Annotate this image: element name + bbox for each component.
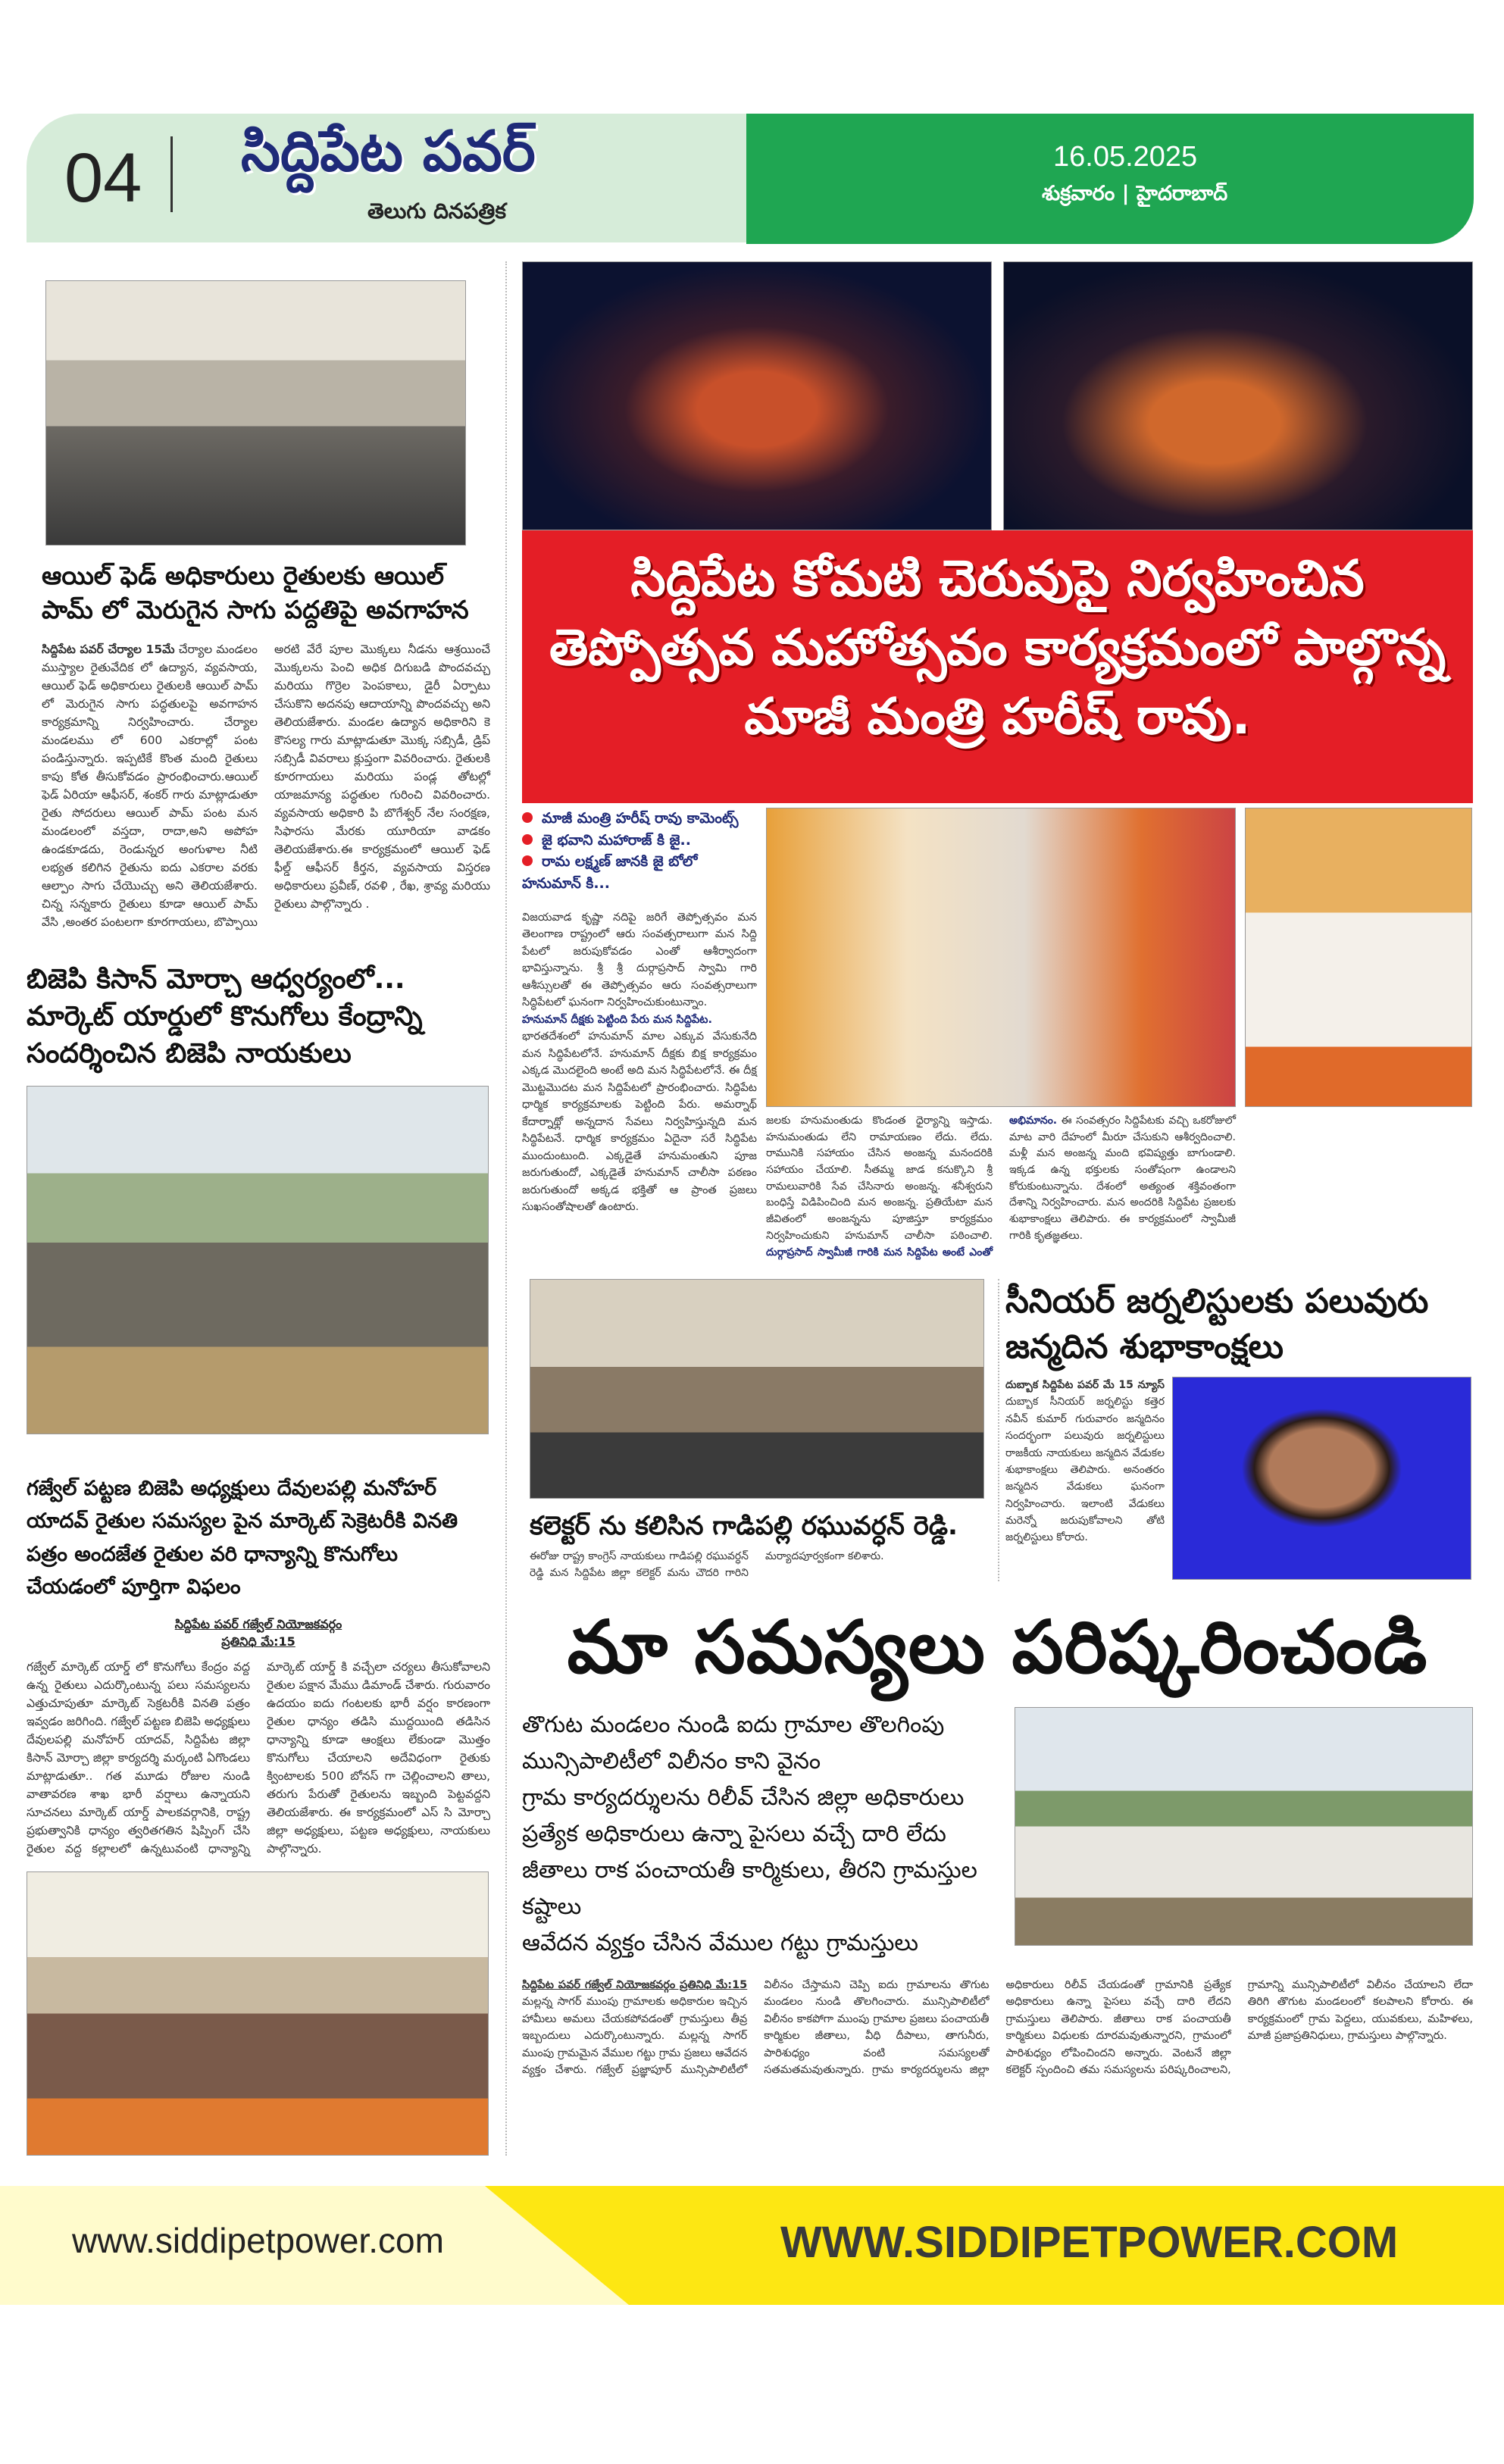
photo-oilpalm-meeting xyxy=(45,280,466,546)
teppotsavam-article-text xyxy=(522,909,757,1215)
photo-harish-rao-speaking xyxy=(1245,808,1472,1107)
masthead-logo: సిద్దిపేట పవర్ xyxy=(241,119,536,184)
journalist-article xyxy=(1005,1377,1165,1546)
bullet-icon xyxy=(522,834,533,845)
byline: సిద్దిపేట పవర్ గజ్వేల్ నియోజకవర్గం xyxy=(174,1616,342,1631)
photo-collector-meeting xyxy=(530,1279,984,1499)
website-link-large[interactable]: WWW.SIDDIPETPOWER.COM xyxy=(780,2218,1399,2268)
highlight-item xyxy=(522,808,757,830)
issue-date: 16.05.2025 xyxy=(1053,141,1198,173)
article-body: చేర్యాల మండలం ముస్త్యాల రైతువేదిక లో ఉద్యాన, వ్యవసాయ, ఆయిల్ ఫెడ్ అధికారులు రైతులకి ఆయిల్ పామ్ లో మెరుగైన సాగు పద్ధతులపై అవగాహన కార్యక్రమాన్ని నిర్వహించారు. చేర్యాల మండలము లో 600 ఎకరాల్లో పంట పండిస్తున్నారు. ఇప్పటికే కొంత మంది రైతులు కాపు కోత తీసుకోవడం ప్రారంభించారు.ఆయిల్ ఫెడ్ ఏరియా ఆఫీసర్, శంకర్ గారు మాట్లాడుతూ రైతు సోదరులు ఆయిల్ పామ్ పంట మన మండలంలో వస్తదా, రాదా,అని అపోహ ఉండకూడదు, రెండున్నర అంగుళాల నీటి లభ్యత కలిగిన రైతును ఐదు ఎకరాల వరకు ఆల్పాం సాగు చేయొచ్చు అని తెలియజేశారు. చిన్న సన్నకారు రైతులు కూడా ఆయిల్ పామ్ వేసి ,అంతర పంటలగా కూరగాయలు, బొప్పాయి అరటి వేరే పూల మొక్కలు నీడను ఆశ్రయించే మొక్కలను పెంచి అధిక దిగుబడి పొందవచ్చు మరియు గొర్రెల పెంపకాలు, డైరీ ఏర్పాటు చేసుకొని అదనపు ఆదాయాన్ని పొందవచ్చు అని తెలియజేశారు. మండల ఉద్యాన అధికారిని కె కౌసల్య గారు మాట్లాడుతూ మొక్క సబ్సిడీ, డ్రిప్ సబ్సిడీ వివరాలు క్లుప్తంగా వివరించారు. రైతులకి కూరగాయలు మరియు పండ్ల తోటల్లో యాజమాన్య పద్ధతుల గురించి వివరించారు. వ్యవసాయ అధికారి పి బొగేశ్వర్ నేల సంరక్షణ, సిఫారసు మేరకు యూరియా వాడకం తెలియజేశారు.ఈ కార్యక్రమంలో ఆయిల్ ఫెడ్ ఫీల్డ్ ఆఫీసర్ కీర్తన, వ్యవసాయ విస్తరణ అధికారులు ప్రవీణ్, రవళి , రేఖ, శ్రావ్య మరియు రైతులు పాల్గొన్నారు . xyxy=(42,643,490,930)
article-body: విజయవాడ కృష్ణా నదిపై జరిగే తెప్పోత్సవం మన తెలంగాణ రాష్ట్రంలో ఆరు సంవత్సరాలుగా మన సిద్ది పేటలో జరుపుకోవడం ఎంతో ఆశీర్వాదంగా భావిస్తున్నాను. శ్రీ శ్రీ దుర్గాప్రసాద్ స్వామి గారి ఆశీస్సులతో ఈ తెప్పోత్సవం ఆరు సంవత్సరాలుగా సిద్ధిపేటలో ఘనంగా నిర్వహించుకుంటున్నాం. xyxy=(522,911,757,1009)
dateline: దుబ్బాక సిద్దిపేట పవర్ మే 15 న్యూస్ xyxy=(1005,1378,1165,1391)
vemula-subheads xyxy=(522,1707,1007,1962)
collector-headline: కలెక్టర్ ను కలిసిన గాడిపల్లి రఘువర్ధన్ రెడ్డి. xyxy=(530,1511,958,1542)
collector-article-block xyxy=(522,1279,992,1581)
article-body: జలకు హనుమంతుడు కొండంత ధైర్యాన్ని ఇస్తాడు. హనుమంతుడు లేని రామాయణం లేదు. లేదు. రామునికి సహాయం చేసిన అంజన్న మనందరికి సహాయం చేయాలి. సీతమ్మ జాడ కనుక్కొని శ్రీ రామలువారికి సేవ చేసినారు అంజన్న. శనీశ్వరుని బంధిస్తే విడిపించింది మన అంజన్న. ప్రతియేటా మన జీవితంలో అంజన్నను పూజిస్తూ కార్యక్రమం నిర్వహించుకుని హనుమాన్ చాలీసా పఠించాలి. xyxy=(766,1115,993,1242)
subhead: మున్సిపాలిటీలో విలీనం కాని వైనం xyxy=(522,1747,821,1775)
subhead: జీతాలు రాక పంచాయతీ కార్మికులు, తీరని గ్రామస్తుల కష్టాలు xyxy=(522,1856,977,1920)
subhead: ప్రత్యేక అధికారులు ఉన్నా పైసలు వచ్చే దారి లేదు xyxy=(522,1820,946,1847)
teppotsavam-headline-banner: సిద్దిపేట కోమటి చెరువుపై నిర్వహించిన తెప్పోత్సవ మహోత్సవం కార్యక్రమంలో పాల్గొన్న మాజీ మంత్రి హరీష్ రావు. xyxy=(522,530,1473,803)
bullet-icon xyxy=(522,812,533,823)
right-area xyxy=(522,261,1473,2078)
article-body: గజ్వేల్ మార్కెట్ యార్డ్ లో కొనుగోలు కేంద్రం వద్ద ఉన్న రైతులు ఎదుర్కొంటున్న పలు సమస్యలను ఎత్తుచూపుతూ మార్కెట్ సెక్రటరీకి వినతి పత్రం ఇవ్వడం జరిగింది. గజ్వేల్ పట్టణ బిజెపి అధ్యక్షులు దేవులపల్లి మనోహర్ యాదవ్, సిద్దిపేట జిల్లా కిసాన్ మోర్చా జిల్లా కార్యదర్శి మర్కంటి ఏగొండలు మాట్లాడుతూ.. గత మూడు రోజుల నుండి వాతావరణ శాఖ భారీ వర్షాలు ఉన్నాయని సూచనలు మార్కెట్ యార్డ్ పాలకవర్గానికి, రాష్ట్ర ప్రభుత్వానికి ధాన్యం త్వరితగతిన షిప్పింగ్ చేసి రైతుల వద్ద కల్లాలలో ఉన్నటువంటి ధాన్యాన్ని మార్కెట్ యార్డ్ కి వచ్చేలా చర్యలు తీసుకోవాలని రైతుల పక్షాన మేము డిమాండ్ చేశారు. గురువారం ఉదయం ఐదు గంటలకు భారీ వర్షం కారణంగా రైతుల ధాన్యం తడిసి ముద్దయింది తడిసిన ధాన్యాన్ని కూడా ఆంక్షలు లేకుండా మొత్తం కొనుగోలు చేయాలని అదేవిధంగా రైతుకు క్వింటాలకు 500 బోనస్ గా చెల్లించాలని తాలు, తరుగు పేరుతో రైతులను ఇబ్బంది పెట్టవద్దని తెలియజేశారు. ఈ కార్యక్రమంలో ఎస్ సి మోర్చా జిల్లా అధ్యక్షులు, పట్టణ అధ్యక్షులు, నాయకులు పాల్గొన్నారు. xyxy=(27,1659,490,1856)
gajwel-article xyxy=(27,1658,490,1858)
page-header xyxy=(0,0,1504,261)
highlight-item xyxy=(522,830,757,852)
divider xyxy=(170,136,173,212)
footer xyxy=(0,2186,1504,2305)
vemula-article xyxy=(522,1977,1473,2079)
article-subhead: దుర్గాప్రసాద్ స్వామీజీ గారికి మన సిద్దిపేట అంటే ఎంతో అభిమానం. xyxy=(766,1115,1058,1259)
oilpalm-article xyxy=(27,640,490,931)
highlight-item xyxy=(522,851,757,894)
tagline: తెలుగు దినపత్రిక xyxy=(367,199,506,224)
dateline: సిద్దిపేట పవర్ చేర్యాల 15మే xyxy=(42,643,175,657)
page-body xyxy=(0,261,1504,2171)
highlight-text: జై భవాని మహారాజ్ కి జై.. xyxy=(542,831,691,849)
byline: సిద్దిపేట పవర్ గజ్వేల్ నియోజకవర్గం ప్రతినిధి మే:15 xyxy=(522,1978,748,1991)
photo-journalist-portrait xyxy=(1172,1377,1471,1580)
vemula-headline: మా సమస్యలు పరిష్కరించండి xyxy=(567,1605,1428,1690)
oilpalm-headline: ఆయిల్ ఫెడ్ అధికారులు రైతులకు ఆయిల్ పామ్ లో మెరుగైన సాగు పద్దతిపై అవగాహన xyxy=(42,561,469,624)
article-body: దుబ్బాక సీనియర్ జర్నలిస్టు కత్తెర నవీన్ కుమార్ గురువారం జన్మదినం సందర్భంగా పలువురు జర్నలిస్టులు రాజకీయ నాయకులు జన్మదిన వేడుకల శుభాకాంక్షలు తెలిపారు. అనంతరం జన్మదిన వేడుకలు ఘనంగా నిర్వహించారు. ఇలాంటి వేడుకలు మరెన్నో జరుపుకోవాలని తోటి జర్నలిస్టులు కోరారు. xyxy=(1005,1396,1165,1544)
photo-harish-rao-swamiji xyxy=(766,808,1236,1107)
journalist-article-block xyxy=(1005,1279,1471,1580)
article-body: భారతదేశంలో హనుమాన్ మాల ఎక్కువ వేసుకునేది మన సిద్ధిపేటలోనే. హనుమాన్ దీక్షకు బిక్ష కార్యక్రమం ఎక్కడ మొదలైంది అంటే అది మన సిద్ధిపేటలోనే. ఈ దీక్ష మొట్టమొదట మన సిద్దిపేటలో ప్రారంభించారు. సిద్ధిపేట ధార్మిక కార్యక్రమాలకు పెట్టింది పేరు. అమర్నాథ్ కేదార్నాథ్లో అన్నదాన సేవలు నిర్వహిస్తున్నది మన సిద్ధిపేటనే. ధార్మిక కార్యక్రమం ఏదైనా సరే సిద్ధిపేట ముందుంటుంది. ఎక్కడైతే హనుమంతుని పూజ జరుగుతుందో, ఎక్కడైతే హనుమాన్ చాలీసా పఠణం జరుగుతుందో అక్కడ భక్తితో ఆ ప్రాంత ప్రజలు సుఖసంతోషాలతో ఉంటారు. xyxy=(522,1030,757,1213)
highlight-text: రామ లక్ష్మణ్ జానకి జై బోలో హనుమాన్ కి... xyxy=(522,853,698,892)
column-divider xyxy=(505,261,507,2156)
website-link[interactable]: www.siddipetpower.com xyxy=(72,2221,444,2261)
bullet-icon xyxy=(522,855,533,866)
collector-article: ఈరోజు రాష్ట్ర కాంగ్రెస్ నాయకులు గాడిపల్లి రఘువర్ధన్ రెడ్డి మన సిద్దిపేట జిల్లా కలెక్టర్ మను చౌదరి గారిని మర్యాదపూర్వకంగా కలిశారు. xyxy=(530,1550,884,1579)
byline-date: ప్రతినిధి మే:15 xyxy=(221,1634,295,1649)
article-subhead: హనుమాన్ దీక్షకు పెట్టింది పేరు మన సిద్దిపేట. xyxy=(522,1013,712,1026)
photo-villagers xyxy=(1015,1707,1473,1946)
photo-petition xyxy=(27,1871,489,2156)
article-body: ఈ సంవత్సరం సిద్దిపేటకు వచ్చి ఒకరోజులో మాట వారి దేహంలో మీరూ చేసుకుని ఆశీర్వదించాలి. మళ్లీ మన అంజన్న మంది భవిష్యత్తు బాగుండాలి. ఇక్కడ ఉన్న భక్తులకు సంతోషంగా ఉండాలని కోరుకుంటున్నాను. దేశంలో అత్యంత శక్తివంతంగా దేశాన్ని నిర్వహించారు. మన అందరికి సిద్దిపేట ప్రజలకు శుభాకాంక్షలు తెలిపారు. ఈ కార్యక్రమంలో స్వామీజీ గారికి కృతజ్ఞతలు. xyxy=(1009,1115,1236,1242)
subhead: గ్రామ కార్యదర్శులను రిలీవ్ చేసిన జిల్లా అధికారులు xyxy=(522,1784,965,1811)
photo-market-yard xyxy=(27,1086,489,1434)
gajwel-headline: గజ్వేల్ పట్టణ బిజెపి అధ్యక్షులు దేవులపల్లి మనోహర్ యాదవ్ రైతుల సమస్యల పైన మార్కెట్ సెక్రెటరీకి వినతి పత్రం అందజేత రైతుల వరి ధాన్యాన్ని కొనుగోలు చేయడంలో పూర్తిగా విఫలం xyxy=(27,1477,458,1599)
teppotsavam-article-col1 xyxy=(522,808,757,1215)
kisan-headline: బిజెపి కిసాన్ మోర్చా ఆధ్వర్యంలో... మార్కెట్ యార్డులో కొనుగోలు కేంద్రాన్ని సందర్శించిన బిజెపి నాయకులు xyxy=(27,964,423,1069)
journalist-headline: సీనియర్ జర్నలిస్టులకు పలువురు జన్మదిన శుభాకాంక్షలు xyxy=(1005,1282,1429,1366)
article-body: మల్లన్న సాగర్ ముంపు గ్రామాలకు అధికారుల ఇచ్చిన హామీలు అమలు చేయకపోవడంతో గ్రామస్తులు తీవ్ర ఇబ్బందులు ఎదుర్కొంటున్నారు. మల్లన్న సాగర్ ముంపు గ్రామమైన వేముల గట్టు గ్రామ ప్రజలు ఆవేదన వ్యక్తం చేశారు. గజ్వేల్ ప్రజ్ఞాపూర్ మున్సిపాలిటీలో విలీనం చేస్తామని చెప్పి ఐదు గ్రామాలను తొగుట మండలం నుండి తొలగించారు. మున్సిపాలిటీలో విలీనం కాకపోగా ముంపు గ్రామాల ప్రజలు పంచాయతీ కార్మికుల జీతాలు, వీధి దీపాలు, తాగునీరు, పారిశుధ్యం వంటి సమస్యలతో సతమతమవుతున్నారు. గ్రామ కార్యదర్శులను జిల్లా అధికారులు రిలీవ్ చేయడంతో గ్రామానికి ప్రత్యేక అధికారులు ఉన్నా పైసలు వచ్చే దారి లేదని గ్రామస్తులు తెలిపారు. జీతాలు రాక పంచాయతీ కార్మికులు విధులకు దూరమవుతున్నారని, గ్రామంలో పారిశుధ్యం లోపించిందని అన్నారు. వెంటనే జిల్లా కలెక్టర్ స్పందించి తమ సమస్యలను పరిష్కరించాలని, గ్రామాన్ని మున్సిపాలిటీలో విలీనం చేయాలని లేదా తిరిగి తొగుట మండలంలో కలపాలని కోరారు. ఈ కార్యక్రమంలో గ్రామ పెద్దలు, యువకులు, మహిళలు, మాజీ ప్రజాప్రతినిధులు, గ్రామస్తులు పాల్గొన్నారు. xyxy=(522,1978,1473,2076)
highlights-list xyxy=(522,808,757,894)
teppotsavam-article-col2 xyxy=(766,808,1236,1261)
photo-boat-festival-2 xyxy=(1003,261,1473,530)
page-number: 04 xyxy=(64,139,142,217)
column-divider xyxy=(998,1279,999,1581)
subhead: ఆవేదన వ్యక్తం చేసిన వేముల గట్టు గ్రామస్తులు xyxy=(522,1929,919,1956)
issue-day-place: శుక్రవారం | హైదరాబాద్ xyxy=(1042,182,1228,205)
header-right-panel xyxy=(746,114,1474,244)
left-column xyxy=(27,261,490,2156)
teppotsavam-article-text2 xyxy=(766,1113,1236,1261)
highlight-text: మాజీ మంత్రి హరీష్ రావు కామెంట్స్ xyxy=(542,810,739,827)
subhead: తొగుట మండలం నుండి ఐదు గ్రామాల తొలగింపు xyxy=(522,1711,945,1738)
photo-boat-festival-1 xyxy=(522,261,992,530)
gajwel-byline xyxy=(27,1617,490,1652)
